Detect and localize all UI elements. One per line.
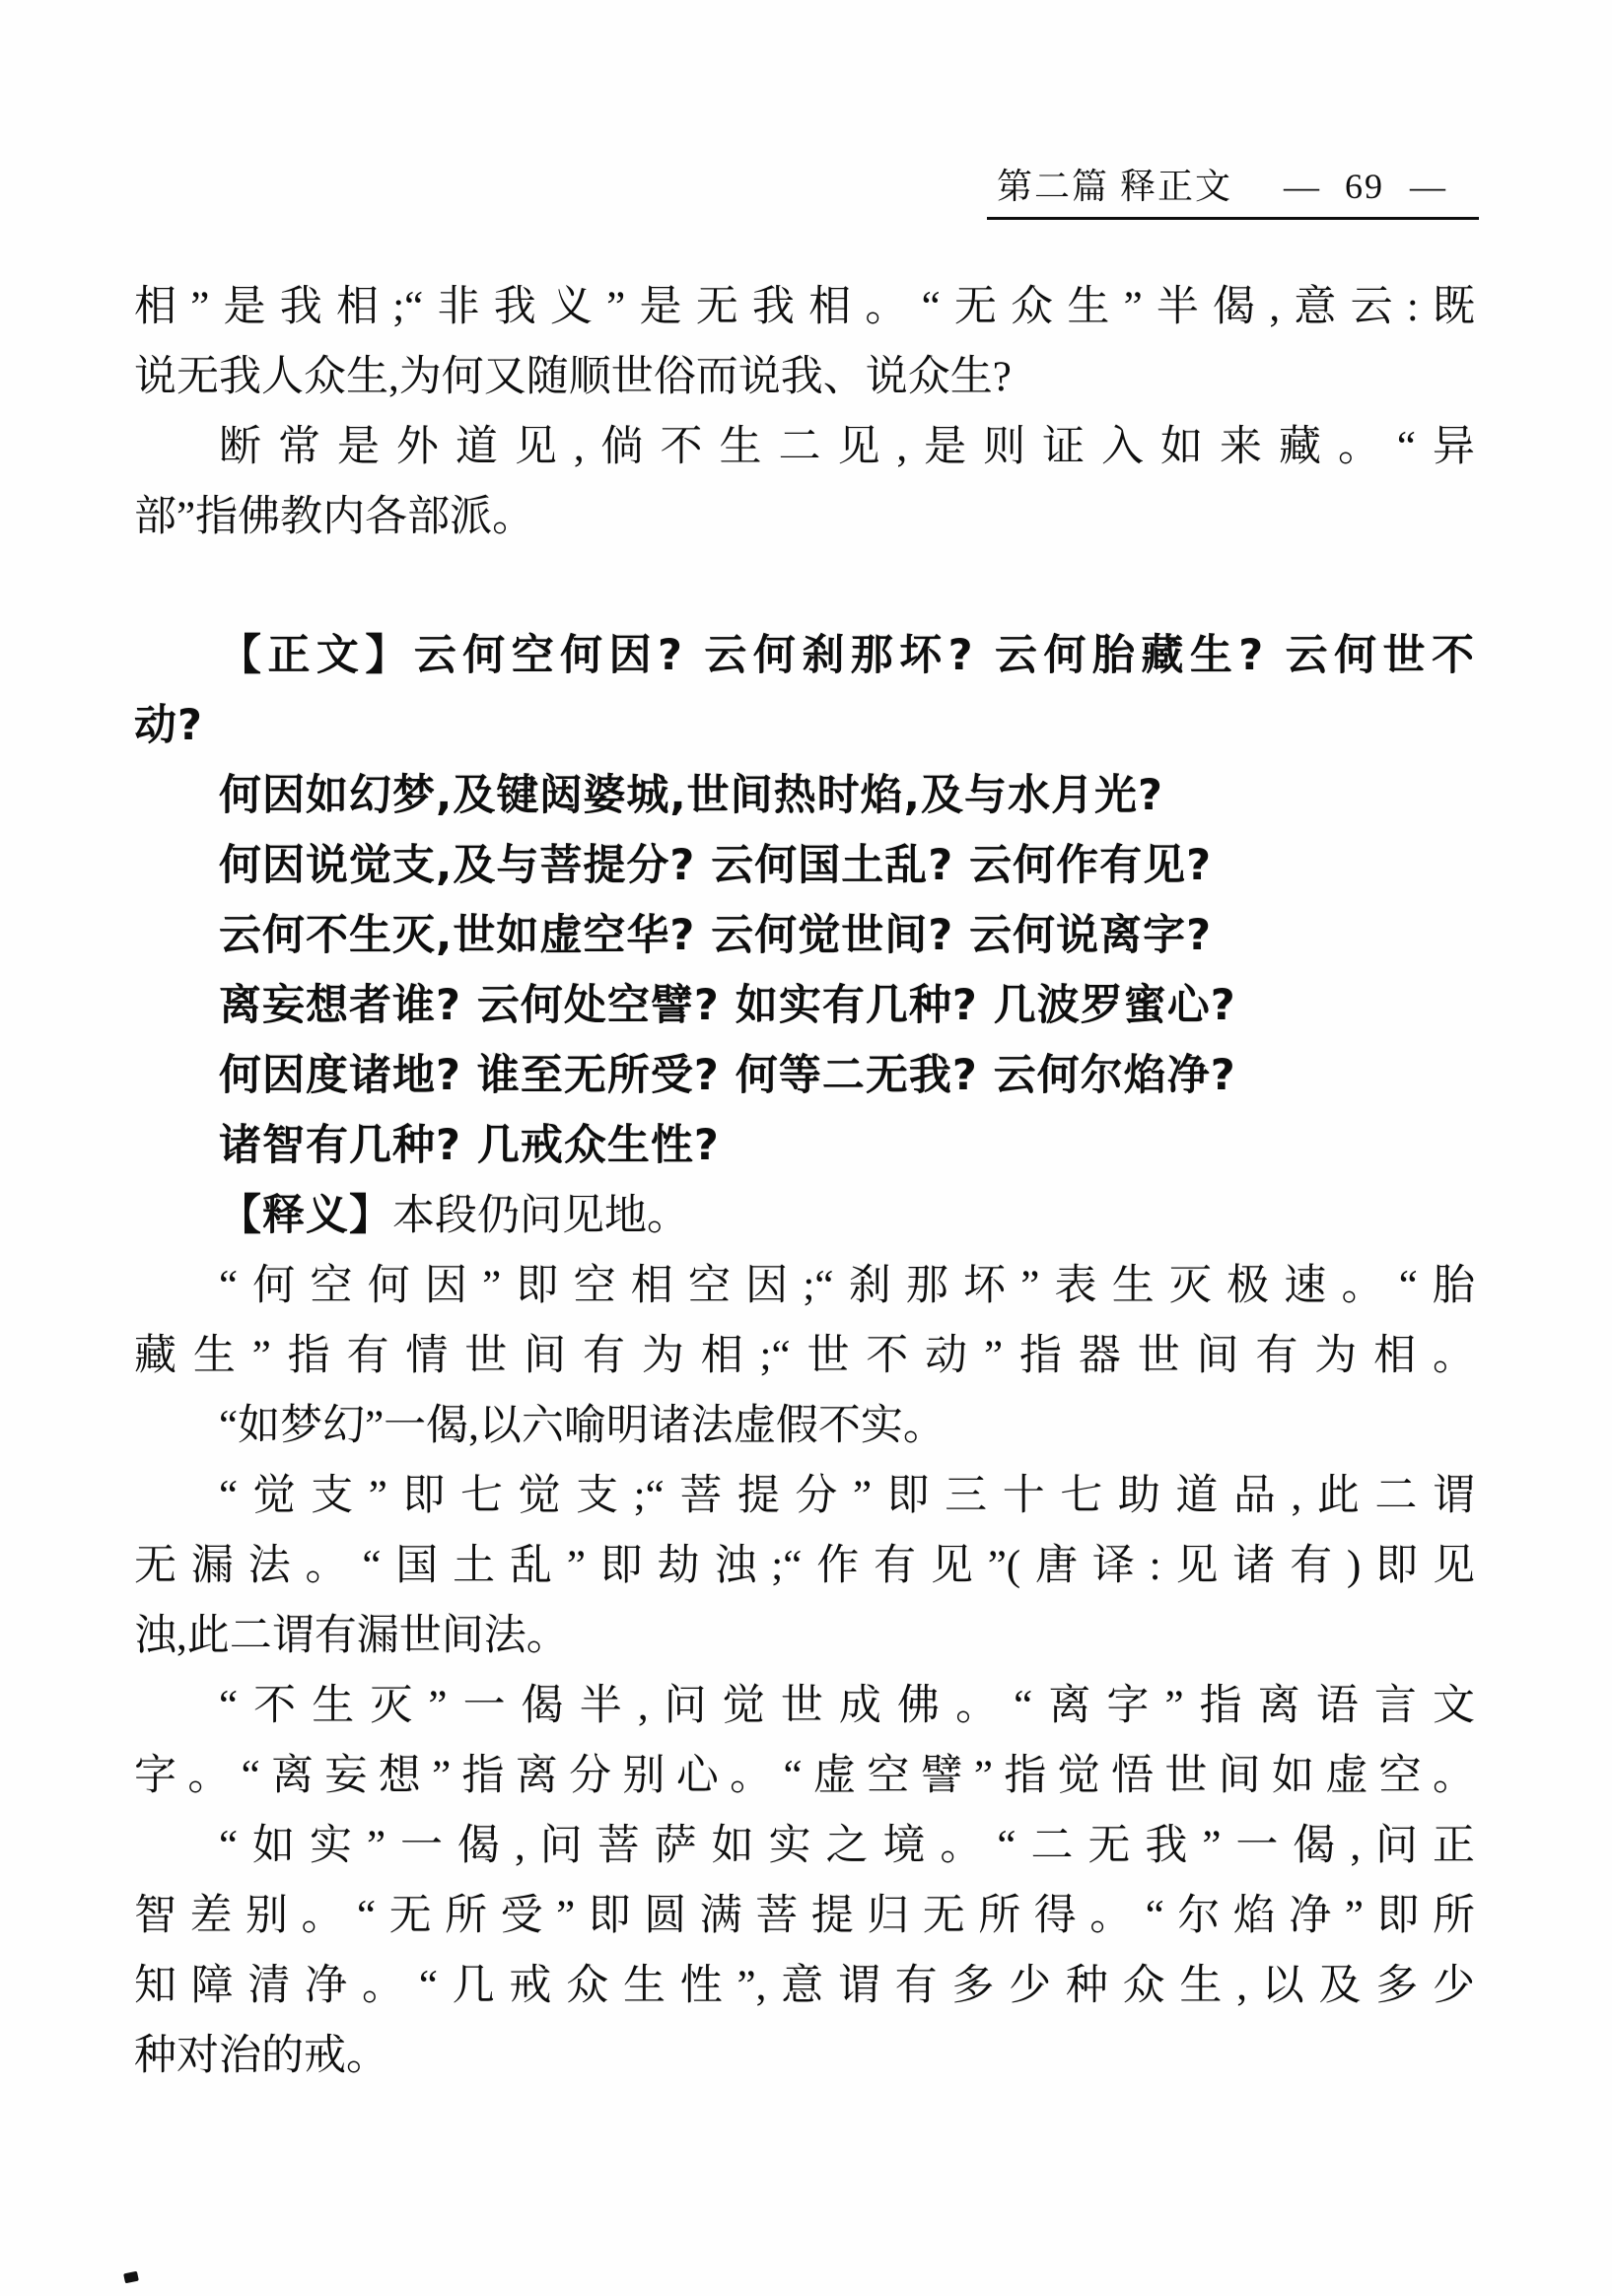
commentary-line bbox=[134, 1181, 1475, 1251]
commentary-line: 浊,此二谓有漏世间法。 bbox=[134, 1613, 569, 1659]
commentary-line: “不生灭”一偈半,问觉世成佛。“离字”指离语言文 bbox=[219, 1683, 1475, 1729]
sutra-verse-line: 何因度诸地? 谁至无所受? 何等二无我? 云何尔焰净? bbox=[219, 1051, 1236, 1100]
zhengwen-section-label: 【正文】 bbox=[219, 631, 414, 680]
page-number-dash-right: — bbox=[1410, 167, 1445, 206]
page-number: 69 bbox=[1345, 167, 1384, 206]
commentary-line: 无漏法。“国土乱”即劫浊;“作有见”(唐译:见诸有)即见 bbox=[134, 1543, 1475, 1589]
commentary-line: “何空何因”即空相空因;“刹那坏”表生灭极速。“胎 bbox=[219, 1263, 1475, 1309]
sutra-verse-line: 诸智有几种? 几戒众生性? bbox=[219, 1121, 720, 1170]
commentary-line: 断常是外道见,倘不生二见,是则证入如来藏。“异 bbox=[219, 424, 1475, 470]
sutra-verse-line: 云何不生灭,世如虚空华? 云何觉世间? 云何说离字? bbox=[219, 911, 1213, 960]
sutra-verse-line: 何因如幻梦,及键闼婆城,世间热时焰,及与水月光? bbox=[219, 771, 1163, 820]
commentary-line: 知障清净。“几戒众生性”,意谓有多少种众生,以及多少 bbox=[134, 1963, 1475, 2009]
commentary-line: “如梦幻”一偈,以六喻明诸法虚假不实。 bbox=[219, 1403, 946, 1449]
page-number-dash-left: — bbox=[1284, 167, 1319, 206]
commentary-line: “觉支”即七觉支;“菩提分”即三十七助道品,此二谓 bbox=[219, 1473, 1475, 1519]
text-run: 云何空何因? 云何刹那坏? 云何胎藏生? 云何世不 bbox=[413, 631, 1476, 680]
running-head bbox=[987, 168, 1479, 220]
text-run: 本段仍问见地。 bbox=[392, 1193, 689, 1239]
chapter-title: 第二篇 释正文 bbox=[996, 167, 1232, 206]
shiyi-section-label: 【释义】 bbox=[219, 1191, 392, 1240]
commentary-line: 相”是我相;“非我义”是无我相。“无众生”半偈,意云:既 bbox=[134, 284, 1475, 330]
commentary-line: 说无我人众生,为何又随顺世俗而说我、说众生? bbox=[134, 354, 1012, 400]
commentary-line: “如实”一偈,问菩萨如实之境。“二无我”一偈,问正 bbox=[219, 1823, 1475, 1869]
sutra-text-line: 动? bbox=[134, 701, 203, 750]
sutra-verse-line: 何因说觉支,及与菩提分? 云何国土乱? 云何作有见? bbox=[219, 841, 1213, 890]
sutra-verse-line: 离妄想者谁? 云何处空譬? 如实有几种? 几波罗蜜心? bbox=[219, 981, 1236, 1030]
commentary-line: 种对治的戒。 bbox=[134, 2033, 388, 2079]
commentary-line: 字。“离妄想”指离分别心。“虚空譬”指觉悟世间如虚空。 bbox=[134, 1753, 1475, 1799]
commentary-line: 藏生”指有情世间有为相;“世不动”指器世间有为相。 bbox=[134, 1333, 1475, 1379]
scan-artifact bbox=[123, 2271, 139, 2284]
body-text bbox=[134, 272, 1475, 2091]
commentary-line: 部”指佛教内各部派。 bbox=[134, 494, 535, 540]
sutra-text-line bbox=[134, 621, 1475, 691]
commentary-line: 智差别。“无所受”即圆满菩提归无所得。“尔焰净”即所 bbox=[134, 1893, 1475, 1939]
